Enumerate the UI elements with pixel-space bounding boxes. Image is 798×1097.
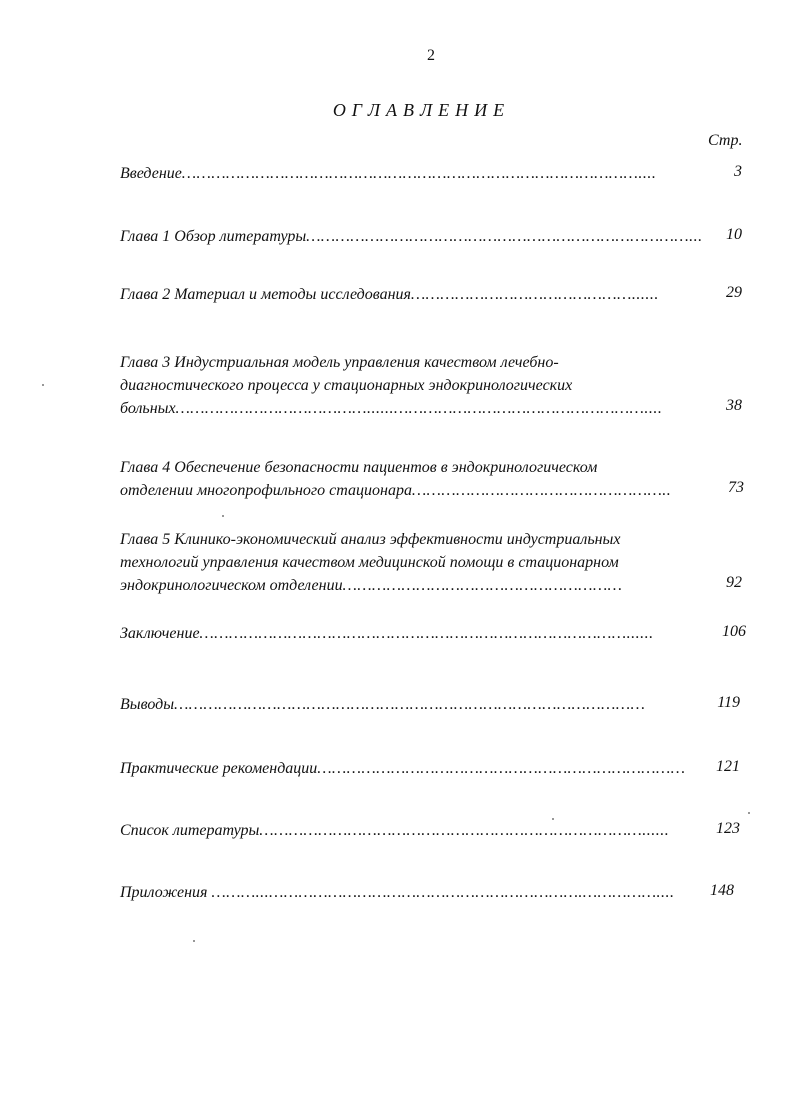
scan-speck — [222, 515, 224, 517]
toc-page-number: 106 — [722, 623, 746, 640]
toc-page-number: 3 — [734, 163, 742, 180]
page-column-header: Стр. — [708, 132, 743, 149]
toc-entry-chapter-5[interactable] — [120, 528, 710, 597]
toc-entry-title: Заключение — [120, 625, 200, 642]
toc-leader-dots: ………...……………………………………………………….…………….... — [211, 884, 675, 901]
toc-entry-conclusion[interactable] — [120, 623, 710, 645]
toc-page-number: 119 — [717, 694, 740, 711]
toc-leader-dots: ………………………………………...... — [410, 286, 659, 303]
toc-leader-dots: ………………………………………………… — [342, 577, 623, 594]
toc-leader-dots: …………………………………………………………………………………… — [174, 696, 646, 713]
scan-speck — [748, 812, 750, 814]
toc-title: ОГЛАВЛЕНИЕ — [332, 100, 511, 120]
toc-entry-title-line: отделении многопрофильного стационара — [120, 482, 412, 499]
toc-page-number: 10 — [726, 226, 742, 243]
toc-leader-dots: ……………………………………………………………………... — [306, 228, 703, 245]
toc-entry-findings[interactable] — [120, 694, 710, 716]
scan-speck — [193, 940, 195, 942]
toc-entry-title: Приложения — [120, 884, 212, 901]
toc-page-number: 92 — [726, 574, 742, 591]
toc-entry-title-line: эндокринологическом отделении — [120, 577, 343, 594]
toc-entry-chapter-1[interactable] — [120, 226, 710, 248]
toc-page-number: 148 — [710, 882, 734, 899]
toc-entry-title-line: технологий управления качеством медицинской помощи в стационарном — [120, 554, 619, 571]
toc-entry-title: Список литературы — [120, 822, 260, 839]
toc-entry-title: Выводы — [120, 696, 175, 713]
toc-entry-title-line: Глава 5 Клинико-экономический анализ эффективности индустриальных — [120, 531, 621, 548]
toc-page-number: 38 — [726, 397, 742, 414]
toc-entry-appendices[interactable] — [120, 882, 710, 904]
toc-entry-title-line: больных — [120, 400, 176, 417]
toc-page-number: 29 — [726, 284, 742, 301]
toc-page-number: 121 — [716, 758, 740, 775]
toc-entry-title: Практические рекомендации — [120, 760, 318, 777]
toc-entry-title-line: Глава 3 Индустриальная модель управления качеством лечебно- — [120, 354, 559, 371]
toc-leader-dots: ……………………………………………………………………...... — [259, 822, 670, 839]
toc-leader-dots: ……………………………………………………………………………...... — [199, 625, 654, 642]
toc-entry-references[interactable] — [120, 820, 710, 842]
toc-leader-dots: ………………………………………………………………… — [317, 760, 686, 777]
toc-entry-title-line: Глава 4 Обеспечение безопасности пациентов в эндокринологическом — [120, 459, 598, 476]
toc-entry-title: Глава 2 Материал и методы исследования — [120, 286, 411, 303]
toc-entry-title: Введение — [120, 165, 182, 182]
toc-entry-chapter-4[interactable] — [120, 456, 710, 502]
toc-page-number: 73 — [728, 479, 744, 496]
toc-entry-recommendations[interactable] — [120, 758, 710, 780]
toc-entry-introduction[interactable] — [120, 163, 710, 185]
page-number: 2 — [427, 47, 435, 64]
toc-leader-dots: …………………………………......…………………………………………….... — [175, 400, 663, 417]
toc-page-number: 123 — [716, 820, 740, 837]
toc-leader-dots: ………………………………………………………………………………….... — [181, 165, 657, 182]
toc-entry-chapter-3[interactable] — [120, 351, 710, 420]
toc-entry-title: Глава 1 Обзор литературы — [120, 228, 307, 245]
toc-entry-title-line: диагностического процесса у стационарных эндокринологических — [120, 377, 573, 394]
scan-speck — [42, 384, 44, 386]
scan-speck — [552, 818, 554, 820]
toc-entry-chapter-2[interactable] — [120, 284, 710, 306]
toc-leader-dots: …………………………………………….. — [411, 482, 672, 499]
